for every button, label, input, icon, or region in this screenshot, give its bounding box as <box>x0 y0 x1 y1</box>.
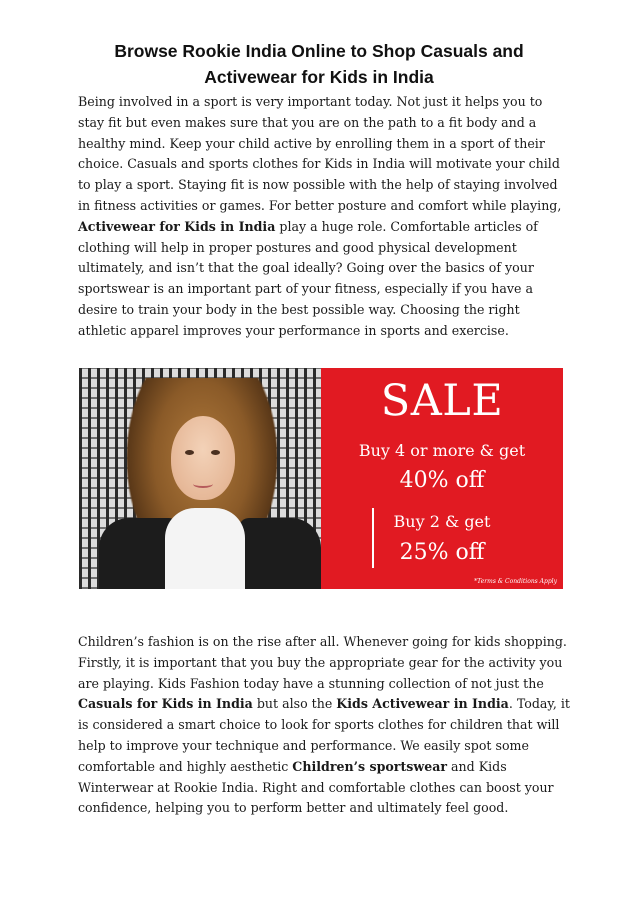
text-line: sportswear is an important part of your fitness, especially if you have a <box>78 281 533 297</box>
second-paragraph <box>78 632 570 819</box>
page-title <box>70 38 568 90</box>
offer-2-text: Buy 2 & get <box>393 512 491 531</box>
text-line: stay fit but even makes sure that you are on the path to a fit body and a <box>78 114 537 130</box>
text-line: healthy mind. Keep your child active by enrolling them in a sport of their <box>78 135 545 151</box>
child-photo <box>79 368 321 589</box>
text-line: athletic apparel improves your performance in sports and exercise. <box>78 322 509 338</box>
bold-keyword: Activewear for Kids in India <box>78 218 276 234</box>
bold-keyword: Casuals for Kids in India <box>78 696 253 712</box>
text-line: Winterwear at Rookie India. Right and comfortable clothes can boost your <box>78 779 554 795</box>
sale-heading: SALE <box>380 376 504 426</box>
text-line: is considered a smart choice to look for sports clothes for children that will <box>78 717 560 733</box>
text-run: comfortable and highly aesthetic <box>78 758 293 774</box>
intro-paragraph <box>78 92 564 342</box>
text-line <box>78 694 570 715</box>
bold-keyword: Kids Activewear in India <box>336 696 509 712</box>
bold-keyword: Children’s sportswear <box>292 758 448 774</box>
text-run: but also the <box>252 696 337 712</box>
text-line: in fitness activities or games. For better posture and comfort while playing, <box>78 197 562 213</box>
eye-left <box>185 450 194 455</box>
text-line: clothing will help in proper postures and good physical development <box>78 239 517 255</box>
text-run: and Kids <box>447 758 507 774</box>
white-shirt <box>165 508 245 589</box>
jacket-right <box>239 518 321 589</box>
offer-1-discount: 40% off <box>399 468 485 493</box>
sale-panel <box>321 368 563 589</box>
text-line <box>78 217 564 238</box>
text-run: play a huge role. Comfortable articles of <box>275 218 538 234</box>
text-line: are playing. Kids Fashion today have a stunning collection of not just the <box>78 675 544 691</box>
text-line: choice. Casuals and sports clothes for Kids in India will motivate your child <box>78 156 560 172</box>
text-line: Children’s fashion is on the rise after all. Whenever going for kids shopping. <box>78 634 567 649</box>
terms-note: *Terms & Conditions Apply <box>474 578 557 585</box>
text-line: Being involved in a sport is very important today. Not just it helps you to <box>78 94 543 109</box>
text-run: . Today, it <box>508 696 570 712</box>
sale-banner-image <box>79 368 563 589</box>
title-line-1: Browse Rookie India Online to Shop Casuals and <box>114 41 524 61</box>
text-line: confidence, helping you to perform better and ultimately feel good. <box>78 800 509 816</box>
offer-1-text: Buy 4 or more & get <box>358 441 526 460</box>
text-line: desire to train your body in the best possible way. Choosing the right <box>78 301 520 317</box>
text-line: Firstly, it is important that you buy the appropriate gear for the activity you <box>78 654 563 670</box>
eye-right <box>211 450 220 455</box>
text-line: to play a sport. Staying fit is now possible with the help of staying involved <box>78 177 558 193</box>
offer-2-discount: 25% off <box>399 540 485 565</box>
text-line <box>78 757 564 778</box>
title-line-2: Activewear for Kids in India <box>204 67 434 87</box>
mouth <box>193 480 213 488</box>
text-line: ultimately, and isn’t that the goal ideally? Going over the basics of your <box>78 260 534 276</box>
text-line: help to improve your technique and performance. We easily spot some <box>78 737 529 753</box>
